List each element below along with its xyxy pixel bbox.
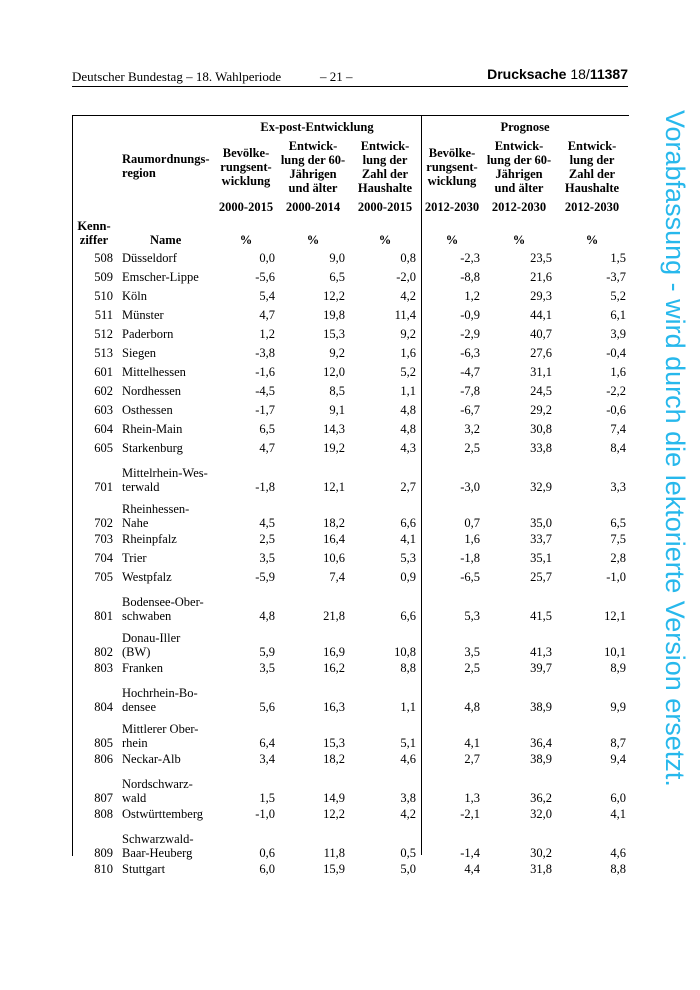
row-value: 35,0 <box>530 516 552 530</box>
row-name: Bodensee-Ober- <box>122 595 204 609</box>
row-value: -2,2 <box>606 384 626 398</box>
row-name: Mittelhessen <box>122 365 186 379</box>
row-value: 44,1 <box>530 308 552 322</box>
header-rule <box>72 86 628 87</box>
row-value: 1,2 <box>464 289 480 303</box>
row-kennziffer: 605 <box>94 441 113 455</box>
row-value: 9,1 <box>329 403 345 417</box>
column-header-kennziffer: ziffer <box>79 233 109 247</box>
row-value: 6,5 <box>329 270 345 284</box>
row-value: 2,7 <box>464 752 480 766</box>
row-value: 5,6 <box>259 700 275 714</box>
row-value: -2,9 <box>460 327 480 341</box>
row-value: -1,7 <box>255 403 275 417</box>
row-value: 8,7 <box>610 736 626 750</box>
row-value: -1,6 <box>255 365 275 379</box>
row-value: 8,8 <box>610 862 626 876</box>
row-value: 32,9 <box>530 480 552 494</box>
column-header-prognose-3: Entwick- <box>567 139 617 153</box>
row-name: Paderborn <box>122 327 174 341</box>
row-value: 0,9 <box>400 570 416 584</box>
row-name: Köln <box>122 289 147 303</box>
column-header-expost-3: Haushalte <box>357 181 413 195</box>
row-value: 4,8 <box>400 403 416 417</box>
row-value: 0,0 <box>259 251 275 265</box>
row-value: 6,4 <box>259 736 275 750</box>
row-value: -0,4 <box>606 346 626 360</box>
row-value: 4,8 <box>259 609 275 623</box>
row-value: 4,7 <box>259 308 275 322</box>
row-name: Donau-Iller <box>122 631 181 645</box>
row-value: 1,3 <box>464 791 480 805</box>
row-name: densee <box>122 700 157 714</box>
row-value: -5,6 <box>255 270 275 284</box>
row-value: 5,3 <box>400 551 416 565</box>
row-value: -6,5 <box>460 570 480 584</box>
row-value: 41,3 <box>530 645 552 659</box>
row-value: 3,8 <box>400 791 416 805</box>
row-kennziffer: 603 <box>94 403 113 417</box>
row-value: 8,5 <box>329 384 345 398</box>
row-value: 23,5 <box>530 251 552 265</box>
row-value: 8,4 <box>610 441 626 455</box>
header-parliament: Deutscher Bundestag – 18. Wahlperiode <box>72 69 282 84</box>
row-value: 2,8 <box>610 551 626 565</box>
column-header-expost-2: Jährigen <box>289 167 337 181</box>
row-value: 38,9 <box>530 752 552 766</box>
row-value: 1,1 <box>400 700 416 714</box>
row-value: 4,5 <box>259 516 275 530</box>
period-label: 2012-2030 <box>424 200 480 214</box>
row-name: Franken <box>122 661 163 675</box>
row-value: 3,2 <box>464 422 480 436</box>
row-name: Westpfalz <box>122 570 172 584</box>
watermark-text: Vorabfassung - wird durch die lektorierte Version ersetzt. <box>660 110 690 787</box>
row-value: 2,7 <box>400 480 416 494</box>
column-header-prognose-2: und älter <box>494 181 544 195</box>
row-name: Hochrhein-Bo- <box>122 686 198 700</box>
group-header-expost: Ex-post-Entwicklung <box>260 120 374 134</box>
row-value: -1,8 <box>460 551 480 565</box>
row-value: 1,5 <box>259 791 275 805</box>
row-value: 27,6 <box>530 346 552 360</box>
row-value: 4,2 <box>400 807 416 821</box>
row-name: Schwarzwald- <box>122 832 194 846</box>
row-value: 6,6 <box>400 609 416 623</box>
row-value: 36,4 <box>530 736 552 750</box>
row-kennziffer: 805 <box>94 736 113 750</box>
row-kennziffer: 808 <box>94 807 113 821</box>
row-value: 29,2 <box>530 403 552 417</box>
row-kennziffer: 511 <box>94 308 113 322</box>
row-kennziffer: 602 <box>94 384 113 398</box>
row-value: 18,2 <box>323 516 345 530</box>
row-value: 7,5 <box>610 532 626 546</box>
row-name: (BW) <box>122 645 151 659</box>
row-value: 0,7 <box>464 516 480 530</box>
row-value: 21,6 <box>530 270 552 284</box>
period-label: 2012-2030 <box>491 200 547 214</box>
row-value: 36,2 <box>530 791 552 805</box>
column-header-name: Name <box>150 233 182 247</box>
column-header-region: Raumordnungs- <box>122 152 210 166</box>
row-value: 6,6 <box>400 516 416 530</box>
row-value: 6,5 <box>610 516 626 530</box>
row-value: -2,0 <box>396 270 416 284</box>
row-value: -2,3 <box>460 251 480 265</box>
unit-label: % <box>239 233 253 247</box>
row-name: Rheinhessen- <box>122 502 190 516</box>
row-value: 25,7 <box>530 570 552 584</box>
row-name: Rheinpfalz <box>122 532 177 546</box>
row-value: 2,5 <box>464 661 480 675</box>
row-value: 6,0 <box>610 791 626 805</box>
row-value: 9,4 <box>610 752 626 766</box>
row-value: 40,7 <box>530 327 552 341</box>
row-value: 12,2 <box>323 289 345 303</box>
column-header-expost-3: Entwick- <box>360 139 410 153</box>
row-value: 11,4 <box>394 308 416 322</box>
row-value: 31,8 <box>530 862 552 876</box>
row-value: 9,0 <box>329 251 345 265</box>
row-name: Mittelrhein-Wes- <box>122 466 208 480</box>
column-header-prognose-3: lung der <box>569 153 615 167</box>
row-value: 5,9 <box>259 645 275 659</box>
row-value: 7,4 <box>329 570 345 584</box>
column-header-expost-2: lung der 60- <box>280 153 346 167</box>
period-label: 2000-2015 <box>218 200 274 214</box>
row-value: 12,0 <box>323 365 345 379</box>
row-value: 9,9 <box>610 700 626 714</box>
row-value: 16,2 <box>323 661 345 675</box>
column-header-expost-3: Zahl der <box>361 167 409 181</box>
row-value: -5,9 <box>255 570 275 584</box>
column-header-expost-2: Entwick- <box>288 139 338 153</box>
row-value: 3,5 <box>259 661 275 675</box>
row-value: -3,0 <box>460 480 480 494</box>
column-header-prognose-2: lung der 60- <box>486 153 552 167</box>
row-value: -4,5 <box>255 384 275 398</box>
row-value: 31,1 <box>530 365 552 379</box>
period-label: 2000-2015 <box>357 200 413 214</box>
row-name: Ostwürttemberg <box>122 807 204 821</box>
column-header-prognose-1: wicklung <box>427 174 477 188</box>
row-value: 4,6 <box>610 846 626 860</box>
row-value: 7,4 <box>610 422 626 436</box>
row-value: 19,8 <box>323 308 345 322</box>
row-value: 41,5 <box>530 609 552 623</box>
unit-label: % <box>306 233 320 247</box>
row-value: 4,8 <box>400 422 416 436</box>
row-name: Starkenburg <box>122 441 183 455</box>
row-value: 3,9 <box>610 327 626 341</box>
row-value: 3,5 <box>259 551 275 565</box>
row-name: wald <box>122 791 147 805</box>
row-value: 1,2 <box>259 327 275 341</box>
column-header-expost-2: und älter <box>288 181 338 195</box>
document-number: Drucksache 18/11387 <box>487 66 628 82</box>
unit-label: % <box>585 233 599 247</box>
row-value: -0,6 <box>606 403 626 417</box>
row-name: Nordhessen <box>122 384 182 398</box>
row-value: -7,8 <box>460 384 480 398</box>
row-name: rhein <box>122 736 148 750</box>
row-value: 1,6 <box>464 532 480 546</box>
row-value: -2,1 <box>460 807 480 821</box>
row-value: 12,2 <box>323 807 345 821</box>
row-value: -4,7 <box>460 365 480 379</box>
row-value: -3,7 <box>606 270 626 284</box>
row-value: -6,3 <box>460 346 480 360</box>
row-name: Siegen <box>122 346 157 360</box>
group-header-prognose: Prognose <box>500 120 550 134</box>
unit-label: % <box>445 233 459 247</box>
row-value: 3,4 <box>259 752 275 766</box>
column-header-prognose-2: Jährigen <box>495 167 543 181</box>
unit-label: % <box>378 233 392 247</box>
column-header-prognose-1: rungsent- <box>426 160 478 174</box>
row-name: Trier <box>122 551 147 565</box>
row-value: 0,8 <box>400 251 416 265</box>
row-value: 9,2 <box>400 327 416 341</box>
row-value: 5,0 <box>400 862 416 876</box>
row-kennziffer: 513 <box>94 346 113 360</box>
row-value: 1,1 <box>400 384 416 398</box>
row-kennziffer: 705 <box>94 570 113 584</box>
row-value: 4,1 <box>400 532 416 546</box>
row-value: 8,8 <box>400 661 416 675</box>
row-value: 16,4 <box>323 532 345 546</box>
row-value: -1,8 <box>255 480 275 494</box>
row-value: 4,1 <box>610 807 626 821</box>
column-header-expost-1: wicklung <box>221 174 271 188</box>
row-value: -1,0 <box>606 570 626 584</box>
row-value: 6,1 <box>610 308 626 322</box>
row-kennziffer: 508 <box>94 251 113 265</box>
row-value: 10,1 <box>604 645 626 659</box>
row-value: 4,3 <box>400 441 416 455</box>
row-name: Stuttgart <box>122 862 166 876</box>
unit-label: % <box>512 233 526 247</box>
row-value: 5,2 <box>610 289 626 303</box>
row-value: 1,5 <box>610 251 626 265</box>
row-value: 35,1 <box>530 551 552 565</box>
row-value: 9,2 <box>329 346 345 360</box>
row-value: 21,8 <box>323 609 345 623</box>
row-value: 15,3 <box>323 736 345 750</box>
row-value: 29,3 <box>530 289 552 303</box>
row-value: 33,8 <box>530 441 552 455</box>
row-name: Düsseldorf <box>122 251 177 265</box>
row-name: Nordschwarz- <box>122 777 193 791</box>
row-value: -1,4 <box>460 846 480 860</box>
row-kennziffer: 703 <box>94 532 113 546</box>
row-value: 15,3 <box>323 327 345 341</box>
page-header <box>72 66 628 88</box>
row-kennziffer: 701 <box>94 480 113 494</box>
row-value: -0,9 <box>460 308 480 322</box>
row-value: 5,1 <box>400 736 416 750</box>
row-value: 30,2 <box>530 846 552 860</box>
row-name: terwald <box>122 480 160 494</box>
column-header-prognose-3: Zahl der <box>568 167 616 181</box>
row-value: 33,7 <box>530 532 552 546</box>
column-header-prognose-3: Haushalte <box>564 181 620 195</box>
row-kennziffer: 807 <box>94 791 113 805</box>
row-value: 4,2 <box>400 289 416 303</box>
row-value: 39,7 <box>530 661 552 675</box>
row-value: 4,6 <box>400 752 416 766</box>
row-value: 3,3 <box>610 480 626 494</box>
row-value: 2,5 <box>464 441 480 455</box>
row-kennziffer: 810 <box>94 862 113 876</box>
row-name: Osthessen <box>122 403 173 417</box>
row-name: Neckar-Alb <box>122 752 181 766</box>
row-value: 4,1 <box>464 736 480 750</box>
column-header-expost-3: lung der <box>362 153 408 167</box>
row-value: -1,0 <box>255 807 275 821</box>
row-value: 5,4 <box>259 289 275 303</box>
column-header-region: region <box>122 166 156 180</box>
row-value: 1,6 <box>610 365 626 379</box>
page-number: – 21 – <box>320 69 353 84</box>
row-value: 5,2 <box>400 365 416 379</box>
row-value: 8,9 <box>610 661 626 675</box>
row-kennziffer: 509 <box>94 270 113 284</box>
row-value: 19,2 <box>323 441 345 455</box>
row-value: 4,7 <box>259 441 275 455</box>
row-name: Mittlerer Ober- <box>122 722 199 736</box>
row-value: 4,4 <box>464 862 480 876</box>
row-value: 15,9 <box>323 862 345 876</box>
column-header-prognose-2: Entwick- <box>494 139 544 153</box>
row-value: 14,3 <box>323 422 345 436</box>
row-value: 6,0 <box>259 862 275 876</box>
row-value: 10,8 <box>394 645 416 659</box>
column-header-prognose-1: Bevölke- <box>428 146 476 160</box>
row-value: -6,7 <box>460 403 480 417</box>
row-value: 1,6 <box>400 346 416 360</box>
row-value: 32,0 <box>530 807 552 821</box>
row-name: Nahe <box>122 516 149 530</box>
row-value: 18,2 <box>323 752 345 766</box>
row-value: -3,8 <box>255 346 275 360</box>
row-value: -8,8 <box>460 270 480 284</box>
row-value: 0,6 <box>259 846 275 860</box>
row-kennziffer: 809 <box>94 846 113 860</box>
row-kennziffer: 702 <box>94 516 113 530</box>
column-header-kennziffer: Kenn- <box>77 219 111 233</box>
row-value: 12,1 <box>323 480 345 494</box>
row-kennziffer: 806 <box>94 752 113 766</box>
row-value: 14,9 <box>323 791 345 805</box>
row-value: 11,8 <box>323 846 345 860</box>
row-value: 24,5 <box>530 384 552 398</box>
row-name: Baar-Heuberg <box>122 846 193 860</box>
row-kennziffer: 802 <box>94 645 113 659</box>
row-value: 16,3 <box>323 700 345 714</box>
row-value: 38,9 <box>530 700 552 714</box>
row-value: 2,5 <box>259 532 275 546</box>
row-value: 5,3 <box>464 609 480 623</box>
row-kennziffer: 604 <box>94 422 113 436</box>
row-name: Münster <box>122 308 164 322</box>
row-kennziffer: 601 <box>94 365 113 379</box>
row-name: Emscher-Lippe <box>122 270 199 284</box>
watermark <box>648 110 688 900</box>
row-value: 0,5 <box>400 846 416 860</box>
column-header-expost-1: Bevölke- <box>222 146 270 160</box>
row-kennziffer: 512 <box>94 327 113 341</box>
row-kennziffer: 803 <box>94 661 113 675</box>
row-value: 4,8 <box>464 700 480 714</box>
row-value: 3,5 <box>464 645 480 659</box>
row-kennziffer: 804 <box>94 700 113 714</box>
row-value: 16,9 <box>323 645 345 659</box>
period-label: 2012-2030 <box>564 200 620 214</box>
row-kennziffer: 510 <box>94 289 113 303</box>
row-name: schwaben <box>122 609 172 623</box>
column-header-expost-1: rungsent- <box>220 160 272 174</box>
row-value: 10,6 <box>323 551 345 565</box>
row-kennziffer: 801 <box>94 609 113 623</box>
row-kennziffer: 704 <box>94 551 113 565</box>
row-value: 6,5 <box>259 422 275 436</box>
row-value: 30,8 <box>530 422 552 436</box>
row-name: Rhein-Main <box>122 422 183 436</box>
period-label: 2000-2014 <box>285 200 341 214</box>
row-value: 12,1 <box>604 609 626 623</box>
